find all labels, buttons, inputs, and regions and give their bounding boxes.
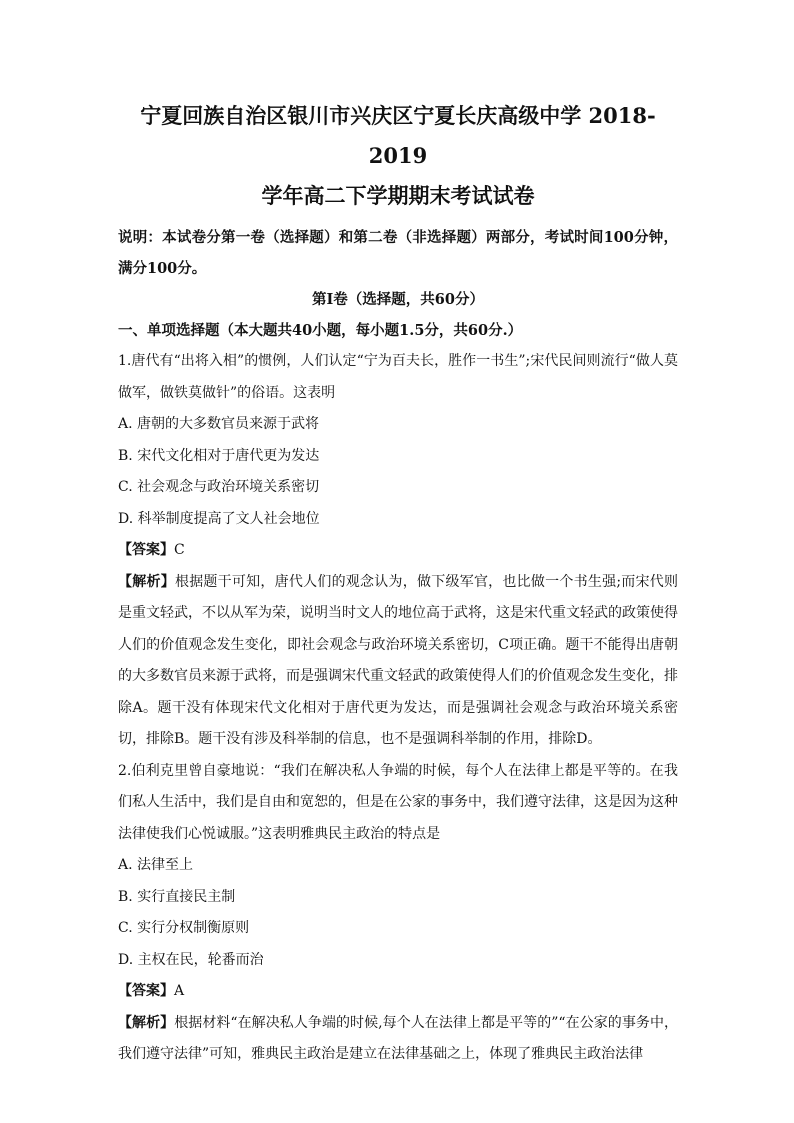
option-a: A. 法律至上: [118, 857, 194, 873]
option-b: B. 宋代文化相对于唐代更为发达: [118, 447, 320, 464]
question-stem: 2.伯利克里曾自豪地说：“我们在解决私人争端的时候，每个人在法律上都是平等的。在我们私人生活中，我们是自由和宽恕的，但是在公家的事务中，我们遵守法律，这是因为这种法律使我们心悦诚服。”这表明雅典民主政治的特点是: [118, 762, 678, 842]
answer-label: 【答案】: [118, 542, 174, 558]
question-2: [118, 756, 678, 1071]
analysis-label: 【解析】: [118, 1014, 175, 1031]
option-c: C. 实行分权制衡原则: [118, 920, 250, 936]
exam-instructions: 说明：本试卷分第一卷（选择题）和第二卷（非选择题）两部分，考试时间100分钟，满分100分。: [118, 229, 678, 277]
answer-line: [118, 976, 678, 1008]
question-1: [118, 346, 678, 756]
exam-title-line2: 学年高二下学期期末考试试卷: [261, 183, 535, 208]
option-d: D. 科举制度提高了文人社会地位: [118, 510, 320, 527]
option-b: B. 实行直接民主制: [118, 888, 236, 905]
option-c: C. 社会观念与政治环境关系密切: [118, 479, 320, 495]
analysis-label: 【解析】: [118, 573, 175, 590]
section-heading: 第Ⅰ卷（选择题，共60分）: [312, 291, 484, 308]
answer-value: A: [174, 983, 185, 999]
part-heading: 一、单项选择题（本大题共40小题，每小题1.5分，共60分.）: [118, 322, 523, 339]
answer-label: 【答案】: [118, 983, 174, 999]
answer-line: [118, 535, 678, 567]
question-stem: 1.唐代有“出将入相”的惯例，人们认定“宁为百夫长，胜作一书生”;宋代民间则流行“做人莫做军，做铁莫做针”的俗语。这表明: [118, 353, 678, 401]
exam-title-line1: 宁夏回族自治区银川市兴庆区宁夏长庆高级中学 2018-2019: [140, 103, 656, 168]
answer-value: C: [174, 542, 185, 558]
analysis-text: 根据题干可知，唐代人们的观念认为，做下级军官，也比做一个书生强;而宋代则是重文轻武，不以从军为荣，说明当时文人的地位高于武将，这是宋代重文轻武的政策使得人们的价值观念发生变化，即社会观念与政治环境关系密切，C项正确。题干不能得出唐朝的大多数官员来源于武将，而是强调宋代重文轻武的政策使得人们的价值观念发生变化，排除A。题干没有体现宋代文化相对于唐代更为发达，而是强调社会观念与政治环境关系密切，排除B。题干没有涉及科举制的信息，也不是强调科举制的作用，排除D。: [118, 573, 678, 747]
option-d: D. 主权在民，轮番而治: [118, 951, 264, 968]
analysis-paragraph: [118, 1008, 678, 1071]
option-a: A. 唐朝的大多数官员来源于武将: [118, 416, 320, 432]
analysis-text: 根据材料“在解决私人争端的时候,每个人在法律上都是平等的”“在公家的事务中，我们遵守法律”可知，雅典民主政治是建立在法律基础之上，体现了雅典民主政治法律: [118, 1014, 679, 1062]
exam-page: [118, 96, 678, 1071]
analysis-paragraph: [118, 567, 678, 756]
